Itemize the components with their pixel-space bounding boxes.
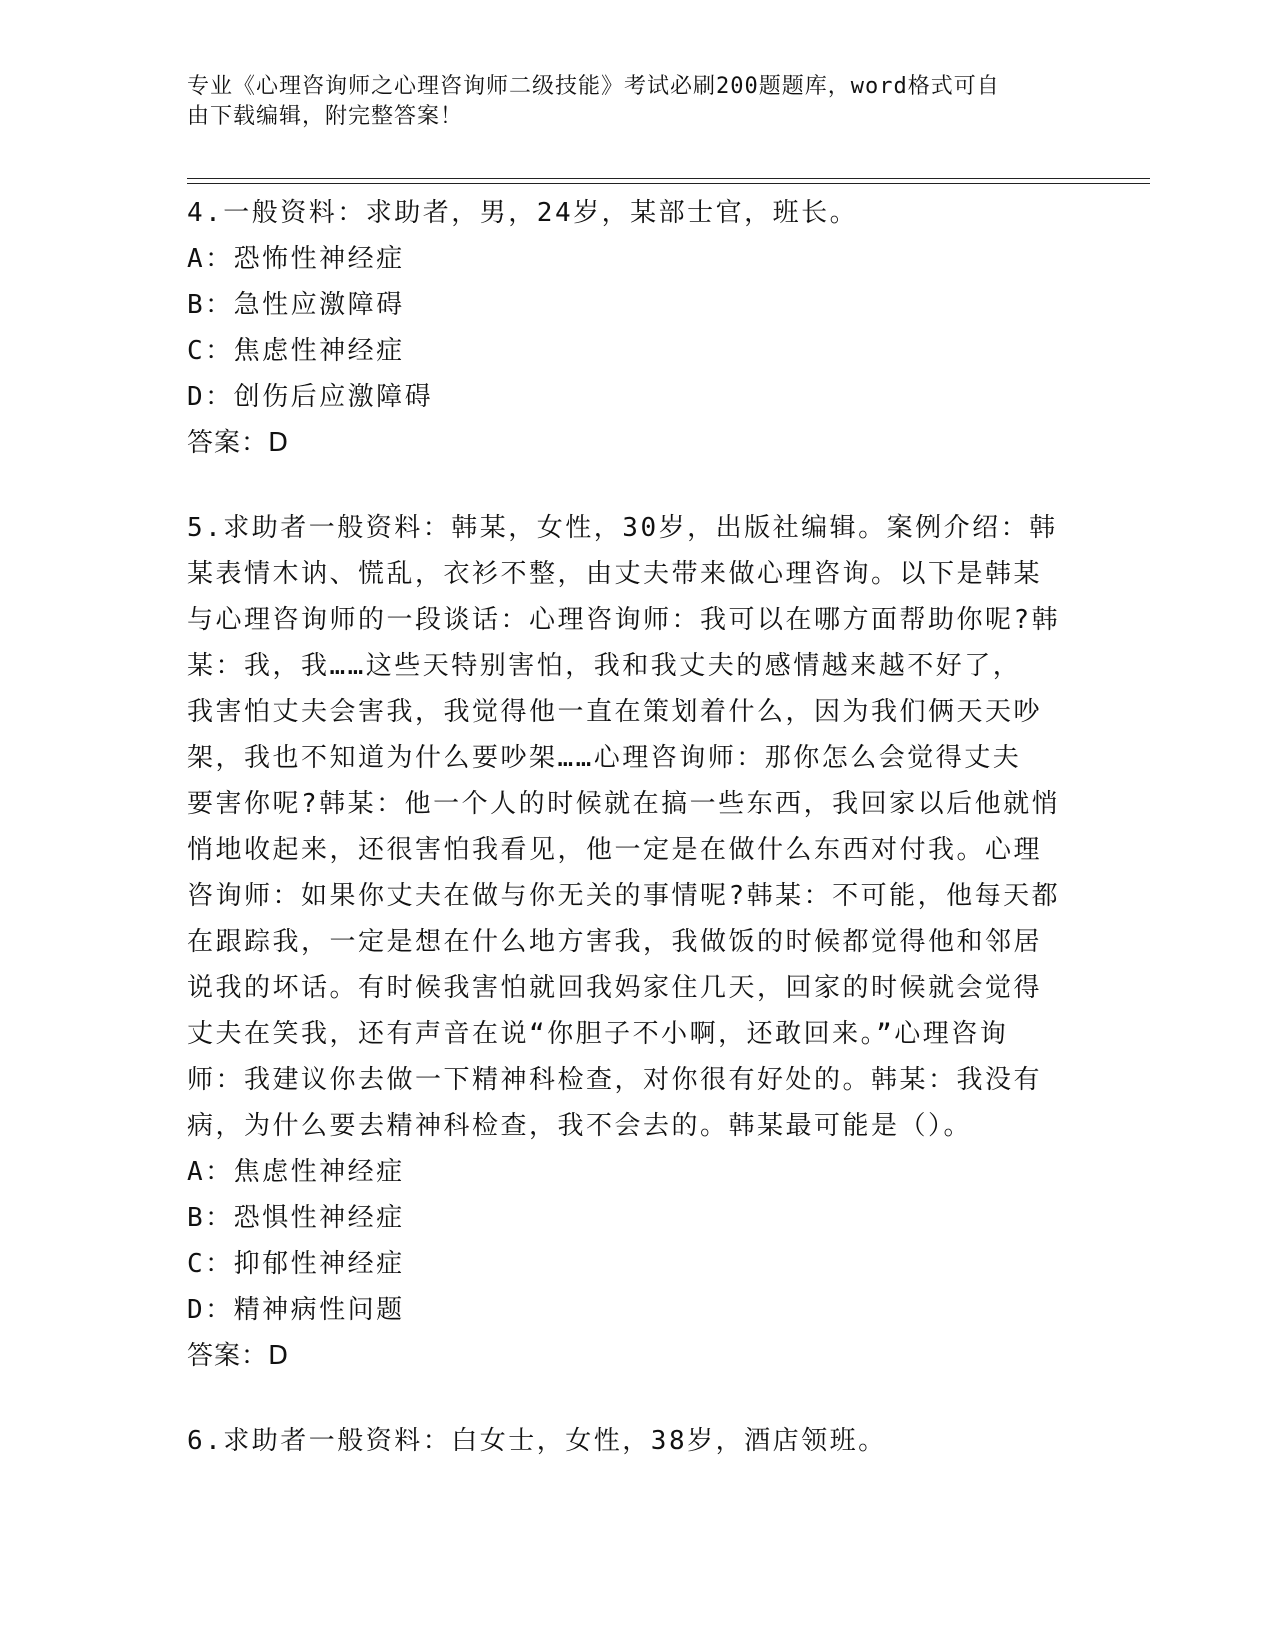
question-stem-line: 我害怕丈夫会害我，我觉得他一直在策划着什么，因为我们俩天天吵 bbox=[187, 697, 1043, 727]
question-stem-line: 要害你呢?韩某：他一个人的时候就在搞一些东西，我回家以后他就悄 bbox=[187, 789, 1061, 819]
option-a: A：恐怖性神经症 bbox=[187, 244, 405, 274]
header-rule-bottom bbox=[187, 183, 1150, 184]
question-stem-line: 与心理咨询师的一段谈话：心理咨询师：我可以在哪方面帮助你呢?韩 bbox=[187, 605, 1061, 635]
option-d: D：精神病性问题 bbox=[187, 1295, 405, 1325]
question-stem-line: 某表情木讷、慌乱，衣衫不整，由丈夫带来做心理咨询。以下是韩某 bbox=[187, 559, 1043, 589]
question-stem: 4.一般资料：求助者，男，24岁，某部士官，班长。 bbox=[187, 198, 859, 228]
header-rule-top bbox=[187, 178, 1150, 179]
document-header bbox=[187, 72, 1067, 132]
option-a: A：焦虑性神经症 bbox=[187, 1157, 405, 1187]
option-b: B：恐惧性神经症 bbox=[187, 1203, 405, 1233]
question-6 bbox=[187, 1418, 1067, 1464]
answer-line: 答案：D bbox=[187, 1341, 290, 1371]
question-stem-line: 病，为什么要去精神科检查，我不会去的。韩某最可能是（）。 bbox=[187, 1111, 973, 1141]
question-stem-line: 悄地收起来，还很害怕我看见，他一定是在做什么东西对付我。心理 bbox=[187, 835, 1043, 865]
option-d: D：创伤后应激障碍 bbox=[187, 382, 434, 412]
question-stem-line: 咨询师：如果你丈夫在做与你无关的事情呢?韩某：不可能，他每天都 bbox=[187, 881, 1061, 911]
question-stem-line: 师：我建议你去做一下精神科检查，对你很有好处的。韩某：我没有 bbox=[187, 1065, 1043, 1095]
option-c: C：抑郁性神经症 bbox=[187, 1249, 405, 1279]
question-stem-line: 丈夫在笑我，还有声音在说“你胆子不小啊，还敢回来。”心理咨询 bbox=[187, 1019, 1009, 1049]
question-stem-line: 架，我也不知道为什么要吵架……心理咨询师：那你怎么会觉得丈夫 bbox=[187, 743, 1022, 773]
option-c: C：焦虑性神经症 bbox=[187, 336, 405, 366]
question-5 bbox=[187, 505, 1067, 1379]
question-stem-line: 说我的坏话。有时候我害怕就回我妈家住几天，回家的时候就会觉得 bbox=[187, 973, 1043, 1003]
answer-line: 答案：D bbox=[187, 428, 290, 458]
header-line-2: 由下载编辑，附完整答案！ bbox=[187, 104, 464, 129]
question-stem-line: 在跟踪我，一定是想在什么地方害我，我做饭的时候都觉得他和邻居 bbox=[187, 927, 1043, 957]
question-stem-line: 某：我，我……这些天特别害怕，我和我丈夫的感情越来越不好了， bbox=[187, 651, 1022, 681]
option-b: B：急性应激障碍 bbox=[187, 290, 405, 320]
question-4 bbox=[187, 190, 1067, 466]
question-stem-line: 5.求助者一般资料：韩某，女性，30岁，出版社编辑。案例介绍：韩 bbox=[187, 513, 1058, 543]
header-line-1: 专业《心理咨询师之心理咨询师二级技能》考试必刷200题题库，word格式可自 bbox=[187, 74, 1000, 99]
question-stem: 6.求助者一般资料：白女士，女性，38岁，酒店领班。 bbox=[187, 1426, 887, 1456]
